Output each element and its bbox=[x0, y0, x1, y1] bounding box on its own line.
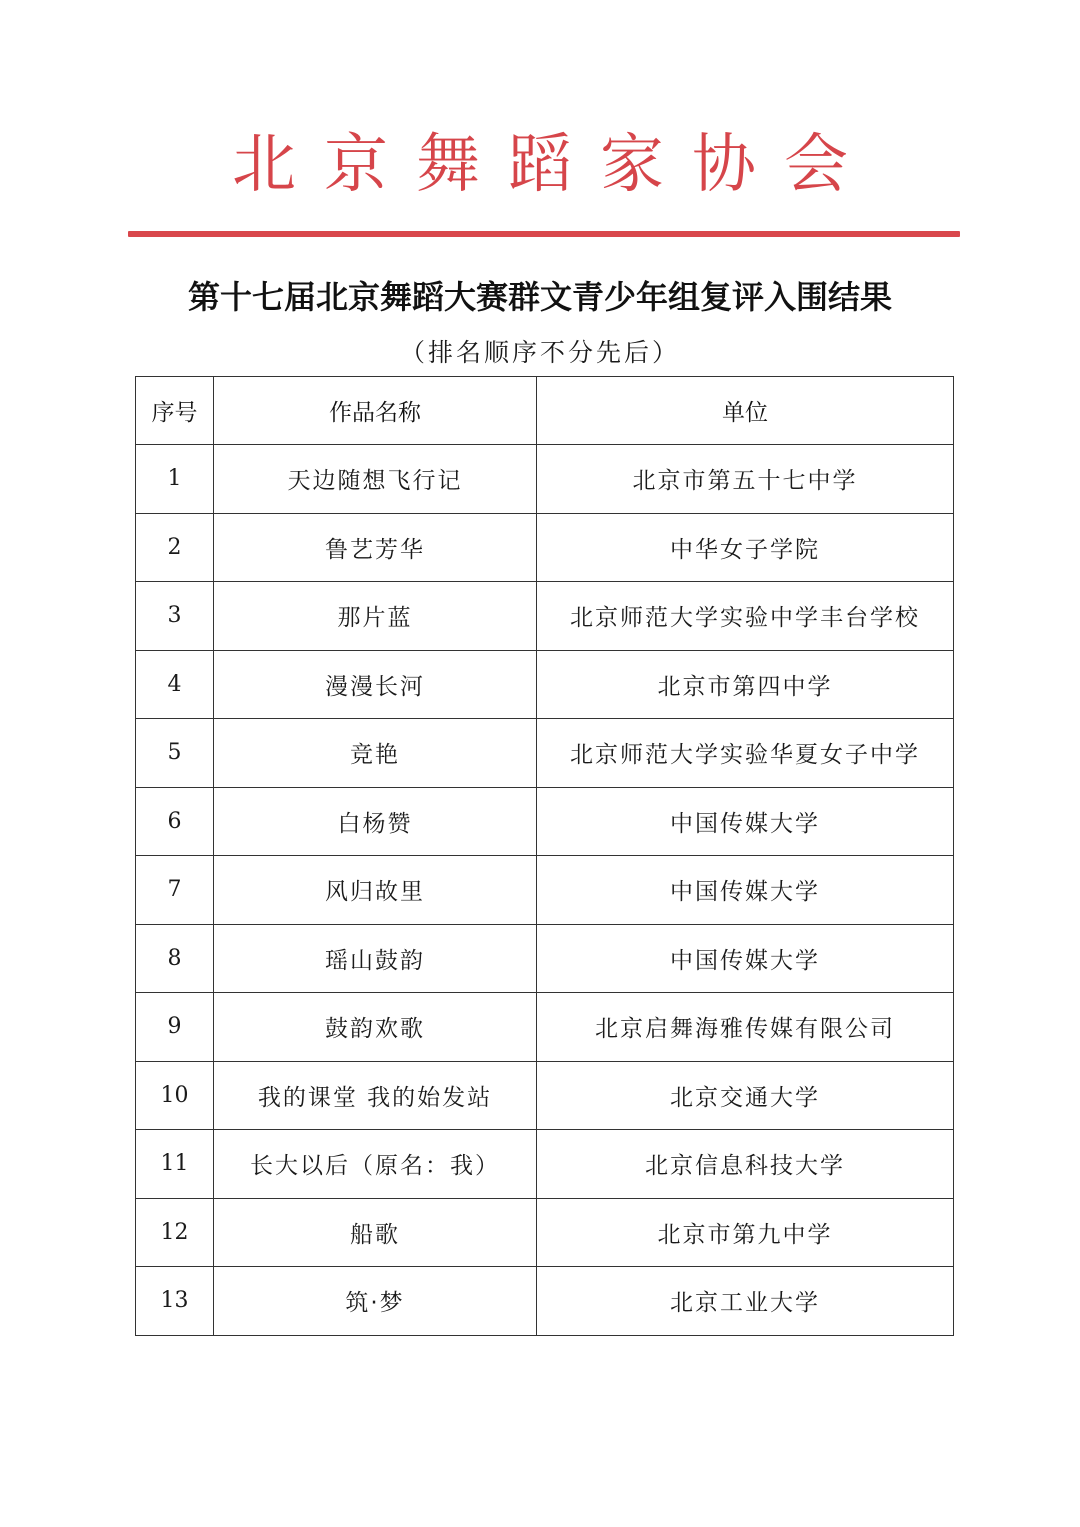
letterhead-org-name: 北京舞蹈家协会 bbox=[232, 128, 876, 202]
table-row bbox=[136, 787, 954, 856]
cell-work: 我的课堂 我的始发站 bbox=[214, 1061, 537, 1130]
results-table bbox=[135, 376, 954, 1336]
cell-unit: 北京工业大学 bbox=[537, 1267, 954, 1336]
cell-work: 漫漫长河 bbox=[214, 650, 537, 719]
cell-index: 6 bbox=[136, 787, 214, 856]
cell-index: 9 bbox=[136, 993, 214, 1062]
cell-index: 10 bbox=[136, 1061, 214, 1130]
document-subtitle: （排名顺序不分先后） bbox=[399, 338, 680, 367]
header-unit: 单位 bbox=[537, 377, 954, 445]
table-row bbox=[136, 582, 954, 651]
cell-unit: 中国传媒大学 bbox=[537, 856, 954, 925]
cell-index: 1 bbox=[136, 445, 214, 514]
table-row bbox=[136, 445, 954, 514]
cell-work: 天边随想飞行记 bbox=[214, 445, 537, 514]
cell-work: 鲁艺芳华 bbox=[214, 513, 537, 582]
table-header-row bbox=[136, 377, 954, 445]
cell-work: 那片蓝 bbox=[214, 582, 537, 651]
cell-index: 2 bbox=[136, 513, 214, 582]
table-row bbox=[136, 924, 954, 993]
cell-unit: 中华女子学院 bbox=[537, 513, 954, 582]
header-index: 序号 bbox=[136, 377, 214, 445]
cell-index: 11 bbox=[136, 1130, 214, 1199]
cell-index: 5 bbox=[136, 719, 214, 788]
cell-unit: 北京信息科技大学 bbox=[537, 1130, 954, 1199]
cell-work: 筑·梦 bbox=[214, 1267, 537, 1336]
table-row bbox=[136, 856, 954, 925]
cell-index: 7 bbox=[136, 856, 214, 925]
document-title: 第十七届北京舞蹈大赛群文青少年组复评入围结果 bbox=[187, 278, 892, 316]
cell-unit: 北京启舞海雅传媒有限公司 bbox=[537, 993, 954, 1062]
cell-work: 竞艳 bbox=[214, 719, 537, 788]
header-work: 作品名称 bbox=[214, 377, 537, 445]
table-row bbox=[136, 719, 954, 788]
cell-work: 风归故里 bbox=[214, 856, 537, 925]
cell-work: 白杨赞 bbox=[214, 787, 537, 856]
cell-unit: 北京师范大学实验华夏女子中学 bbox=[537, 719, 954, 788]
table-row bbox=[136, 1267, 954, 1336]
table-row bbox=[136, 513, 954, 582]
cell-index: 8 bbox=[136, 924, 214, 993]
table-row bbox=[136, 993, 954, 1062]
cell-unit: 北京市第四中学 bbox=[537, 650, 954, 719]
table-row bbox=[136, 1130, 954, 1199]
cell-index: 3 bbox=[136, 582, 214, 651]
cell-work: 船歌 bbox=[214, 1198, 537, 1267]
cell-index: 12 bbox=[136, 1198, 214, 1267]
cell-unit: 北京师范大学实验中学丰台学校 bbox=[537, 582, 954, 651]
letterhead-divider bbox=[128, 231, 960, 237]
cell-index: 4 bbox=[136, 650, 214, 719]
cell-unit: 北京市第五十七中学 bbox=[537, 445, 954, 514]
cell-work: 长大以后（原名：我） bbox=[214, 1130, 537, 1199]
table-row bbox=[136, 650, 954, 719]
cell-unit: 中国传媒大学 bbox=[537, 787, 954, 856]
cell-work: 瑶山鼓韵 bbox=[214, 924, 537, 993]
cell-unit: 中国传媒大学 bbox=[537, 924, 954, 993]
table-row bbox=[136, 1198, 954, 1267]
cell-unit: 北京交通大学 bbox=[537, 1061, 954, 1130]
cell-index: 13 bbox=[136, 1267, 214, 1336]
table-row bbox=[136, 1061, 954, 1130]
cell-unit: 北京市第九中学 bbox=[537, 1198, 954, 1267]
cell-work: 鼓韵欢歌 bbox=[214, 993, 537, 1062]
